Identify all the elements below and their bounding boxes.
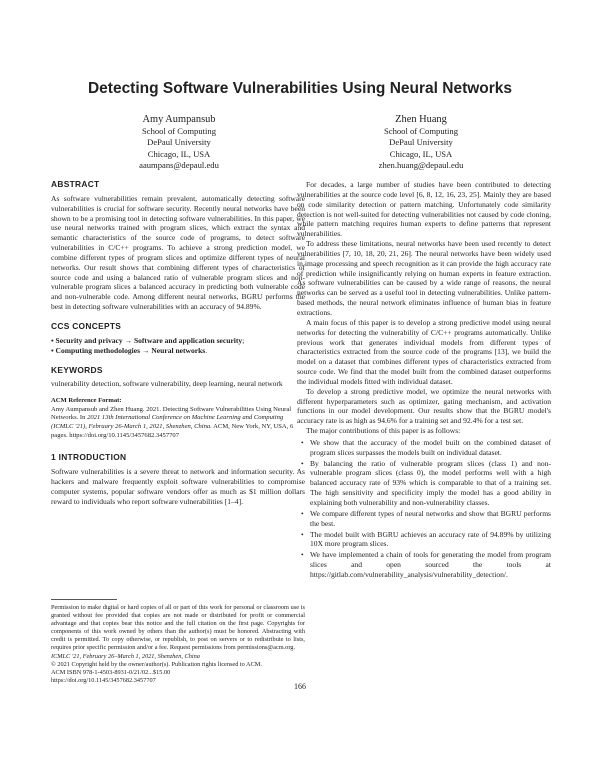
ccs-line-2	[51, 346, 305, 356]
author-dept: School of Computing	[141, 126, 216, 136]
author-block-2	[321, 113, 521, 171]
paragraph: To develop a strong predictive model, we optimize the neural networks with different hyperparameters such as optimizer, gating mechanism, and activation functions in our model development. Our results show that the BGRU model's accuracy rate is as high as 94.6% for a training set and 92.4% for a test set.	[297, 386, 551, 426]
ccs-punct: .	[205, 345, 208, 355]
author-univ: DePaul University	[147, 137, 211, 148]
acm-reference-authors: Amy Aumpansub and Zhen Huang. 2021. Detecting Software Vulnerabilities Using Neural Networks. In	[51, 405, 292, 422]
author-email: aaumpans@depaul.edu	[139, 159, 219, 170]
acm-reference-rest: ACM, New York, NY, USA, 6 pages. https://doi.org/10.1145/3457682.3457707	[51, 422, 294, 439]
keywords-heading: KEYWORDS	[51, 364, 103, 375]
paragraph: The major contributions of this paper is as follows:	[306, 426, 461, 436]
left-column	[51, 180, 305, 506]
author-dept: School of Computing	[383, 126, 458, 136]
doi-line: https://doi.org/10.1145/3457682.3457707	[51, 676, 156, 684]
author-name: Amy Aumpansub	[142, 114, 216, 125]
introduction-text: Software vulnerabilities is a severe threat to network and information security. As hackers and malware frequently exploit software vulnerabilities to compromise computer systems, popular software vendors offer as much as $1 million dollars reward to individuals who report software vulnerabilities [1–4].	[51, 467, 305, 506]
list-item: • The model built with BGRU achieves an accuracy rate of 94.89% by utilizing 10X more program slices.	[297, 530, 551, 550]
permission-notice: Permission to make digital or hard copies of all or part of this work for personal or classroom use is granted without fee provided that copies are not made or distributed for profit or commercial advantage and that copies bear this notice and the full citation on the first page. Copyrights for components of this work owned by others than the author(s) must be honored. Abstracting with credit is permitted. To copy otherwise, or republish, to post on servers or to redistribute to lists, requires prior specific permission and/or a fee. Request permissions from permissions@acm.org.	[51, 604, 305, 652]
contributions-list	[297, 438, 551, 580]
footnote-divider	[51, 599, 117, 600]
footnote	[51, 604, 305, 685]
right-column	[297, 180, 551, 581]
ccs-concept: → Neural networks	[140, 345, 206, 355]
introduction-heading: 1 INTRODUCTION	[51, 452, 127, 463]
acm-reference	[51, 397, 305, 440]
ccs-concept: → Software and application security	[122, 335, 243, 345]
paragraph: For decades, a large number of studies have been contributed to detecting vulnerabilities at the source code level [6, 8, 12, 16, 23, 25]. Mainly they are based on code similarity detection or pattern matching. Unfortunately code similarity detection is not well-suited for detecting vulnerabilities not caused by code cloning, while pattern matching requires human experts to define patterns that represent vulnerabilities.	[297, 180, 551, 239]
ccs-heading: CCS CONCEPTS	[51, 320, 122, 331]
author-block-1	[79, 113, 279, 171]
ccs-category: • Security and privacy	[51, 335, 123, 345]
isbn-line: ACM ISBN 978-1-4503-8931-0/21/02...$15.00	[51, 668, 171, 676]
acm-reference-venue: 2021 13th International Conference on Machine Learning and Computing (ICMLC '21), February 26-March 1, 2021, Shenzhen, China.	[51, 414, 284, 430]
paragraph: A main focus of this paper is to develop a strong predictive model using neural networks for detecting the vulnerability of C/C++ programs automatically. Unlike previous work that generates individual models from different types of characteristics extracted from the source code of the programs [13], we build the model on a dataset that combines different types of characteristics extracted from source code. We find that the model built from the combined dataset outperforms the individual models fitted with individual dataset.	[297, 317, 551, 386]
ccs-category: • Computing methodologies	[51, 345, 141, 355]
list-item: • We show that the accuracy of the model built on the combined dataset of program slices surpasses the models built on individual dataset.	[297, 438, 551, 458]
author-city: Chicago, IL, USA	[147, 148, 211, 159]
copyright-line: © 2021 Copyright held by the owner/author(s). Publication rights licensed to ACM.	[51, 660, 262, 668]
ccs-punct: ;	[242, 335, 245, 345]
author-email: zhen.huang@depaul.edu	[378, 159, 464, 170]
list-item: • We have implemented a chain of tools for generating the model from program slices and open sourced the tools at https://gitlab.com/vulnerability_analysis/vulnerability_detection/.	[297, 550, 551, 580]
author-name: Zhen Huang	[395, 114, 447, 125]
author-univ: DePaul University	[389, 137, 453, 148]
page-number: 166	[294, 682, 306, 691]
conference-line: ICMLC '21, February 26–March 1, 2021, Shenzhen, China	[51, 652, 200, 660]
acm-reference-heading: ACM Reference Format:	[51, 397, 122, 405]
author-city: Chicago, IL, USA	[389, 148, 453, 159]
list-item: • By balancing the ratio of vulnerable program slices (class 1) and non-vulnerable program slices (class 0), the model performs well with a high balanced accuracy rate of 93% which is comparable to that of a training set. The high sensitivity and specificity imply the model has a good ability in explaining both vulnerability and non-vulnerability classes.	[297, 459, 551, 508]
abstract-text: As software vulnerabilities remain prevalent, automatically detecting software vulnerabilities is crucial for software security. Recently neural networks have been shown to be a promising tool in detecting software vulnerabilities. In this paper, we use neural networks trained with program slices, which extract the syntax and semantic characteristics of the source code of programs, to detect software vulnerabilities in C/C++ programs. To achieve a strong prediction model, we combine different types of program slices and optimize different types of neural networks. Our result shows that combining different types of characteristics of source code and using a balanced ratio of vulnerable program slices and non-vulnerable program slices a balanced accuracy in predicting both vulnerable code and non-vulnerable code. Among different neural networks, BGRU performs the best in detecting software vulnerabilities with an accuracy of 94.89%.	[51, 193, 305, 312]
paragraph: To address these limitations, neural networks have been used recently to detect vulnerabilities [7, 10, 18, 20, 21, 26]. The neural networks have been widely used in image processing and speech recognition as it can provide the high accuracy rate of prediction while insignificantly relying on human experts in feature extraction. As software vulnerabilities can be caused by a wide range of reasons, the neural networks can be served as a useful tool in detecting vulnerabilities. Unlike pattern-based methods, the neural network eliminates influence of human bias in feature extractions.	[297, 239, 551, 317]
abstract-heading: ABSTRACT	[51, 179, 100, 189]
paper-title: Detecting Software Vulnerabilities Using Neural Networks	[87, 80, 513, 97]
list-item: • We compare different types of neural networks and show that BGRU performs the best.	[297, 509, 551, 529]
keywords-text: vulnerability detection, software vulnerability, deep learning, neural network	[51, 379, 283, 389]
ccs-line-1	[51, 336, 305, 346]
